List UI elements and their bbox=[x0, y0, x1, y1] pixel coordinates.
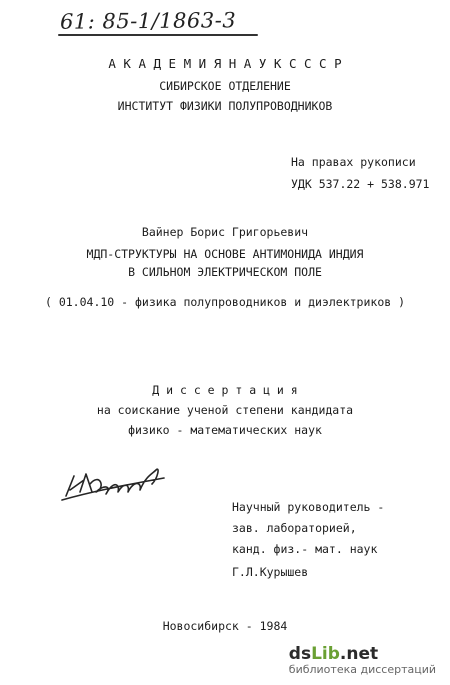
rights-note: На правах рукописи bbox=[291, 155, 416, 169]
institute-heading: ИНСТИТУТ ФИЗИКИ ПОЛУПРОВОДНИКОВ bbox=[117, 99, 333, 113]
handwritten-catalog-number: 61: 85-1/1863-3 bbox=[59, 8, 237, 34]
supervisor-position: зав. лабораторией, bbox=[232, 521, 357, 535]
watermark-subtitle: библиотека диссертаций bbox=[288, 663, 436, 676]
handwritten-signature bbox=[60, 462, 172, 504]
academy-heading: А К А Д Е М И Я Н А У К С С С Р bbox=[108, 56, 342, 71]
branch-heading: СИБИРСКОЕ ОТДЕЛЕНИЕ bbox=[159, 79, 291, 93]
watermark-net: .net bbox=[339, 644, 379, 664]
author-name: Вайнер Борис Григорьевич bbox=[141, 225, 309, 239]
watermark-lib: Lib bbox=[311, 644, 340, 664]
watermark-logo bbox=[289, 645, 436, 663]
degree-line-1: на соискание ученой степени кандидата bbox=[96, 403, 354, 417]
thesis-type: Д и с с е р т а ц и я bbox=[152, 383, 298, 397]
degree-line-2: физико - математических наук bbox=[128, 423, 322, 437]
supervisor-degree: канд. физ.- мат. наук bbox=[232, 542, 378, 556]
udk-code: УДК 537.22 + 538.971 bbox=[291, 177, 430, 191]
supervisor-name: Г.Л.Курышев bbox=[232, 565, 309, 579]
specialty-code: ( 01.04.10 - физика полупроводников и диэлектриков ) bbox=[44, 295, 406, 309]
supervisor-role: Научный руководитель - bbox=[232, 500, 385, 514]
thesis-title-line-2: В СИЛЬНОМ ЭЛЕКТРИЧЕСКОМ ПОЛЕ bbox=[128, 265, 322, 279]
handwritten-underline bbox=[58, 34, 258, 36]
dslib-watermark bbox=[289, 645, 436, 677]
thesis-title-line-1: МДП-СТРУКТУРЫ НА ОСНОВЕ АНТИМОНИДА ИНДИЯ bbox=[86, 247, 364, 261]
city-year: Новосибирск - 1984 bbox=[162, 619, 288, 633]
watermark-ds: ds bbox=[288, 644, 312, 664]
